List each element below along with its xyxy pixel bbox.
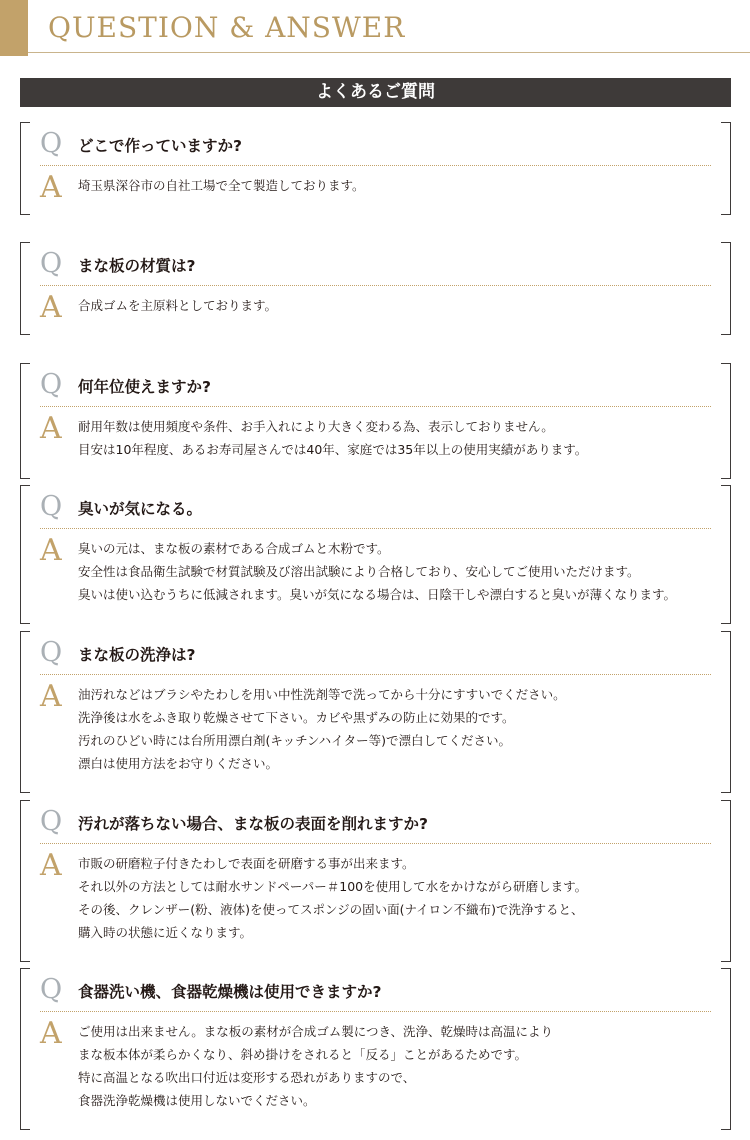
answer-line: その後、クレンザー(粉、液体)を使ってスポンジの固い面(ナイロン不織布)で洗浄すると、 xyxy=(78,902,584,917)
question-text: 何年位使えますか? xyxy=(78,378,211,396)
answer-row xyxy=(40,1016,711,1114)
q-mark: Q xyxy=(40,637,63,668)
q-mark: Q xyxy=(40,128,63,159)
q-mark: Q xyxy=(40,806,63,837)
section-title-bar: よくあるご質問 xyxy=(20,78,731,107)
a-mark: A xyxy=(40,848,62,883)
dotted-divider xyxy=(40,528,711,529)
answer-line: 汚れのひどい時には台所用漂白剤(キッチンハイター等)で漂白してください。 xyxy=(78,733,512,748)
answer-line: 市販の研磨粒子付きたわしで表面を研磨する事が出来ます。 xyxy=(78,856,415,871)
answer-line: 目安は10年程度、あるお寿司屋さんでは40年、家庭では35年以上の使用実績があります。 xyxy=(78,442,588,457)
a-mark: A xyxy=(40,679,62,714)
answer-line: 臭いの元は、まな板の素材である合成ゴムと木粉です。 xyxy=(78,541,390,556)
bracket-right xyxy=(721,122,731,215)
bracket-left xyxy=(20,485,30,624)
bracket-left xyxy=(20,800,30,962)
header-accent-block xyxy=(0,0,28,56)
answer-line: まな板本体が柔らかくなり、斜め掛けをされると「反る」ことがあるためです。 xyxy=(78,1047,528,1062)
question-text: まな板の洗浄は? xyxy=(78,646,196,664)
dotted-divider xyxy=(40,165,711,166)
a-mark: A xyxy=(40,411,62,446)
answer-line: 耐用年数は使用頻度や条件、お手入れにより大きく変わる為、表示しておりません。 xyxy=(78,419,554,434)
dotted-divider xyxy=(40,285,711,286)
q-mark: Q xyxy=(40,369,63,400)
qa-item xyxy=(20,968,731,1130)
page-header xyxy=(0,0,750,56)
a-mark: A xyxy=(40,533,62,568)
qa-item xyxy=(20,242,731,335)
answer-row xyxy=(40,679,711,777)
bracket-left xyxy=(20,122,30,215)
answer-line: 埼玉県深谷市の自社工場で全て製造しております。 xyxy=(78,178,365,193)
answer-line: 漂白は使用方法をお守りください。 xyxy=(78,756,279,771)
question-text: 食器洗い機、食器乾燥機は使用できますか? xyxy=(78,983,382,1001)
bracket-left xyxy=(20,242,30,335)
qa-item xyxy=(20,800,731,962)
answer-line: 購入時の状態に近くなります。 xyxy=(78,925,253,940)
question-text: 汚れが落ちない場合、まな板の表面を削れますか? xyxy=(78,815,428,833)
page-title: QUESTION & ANSWER xyxy=(48,11,406,44)
bracket-right xyxy=(721,800,731,962)
answer-row xyxy=(40,533,711,608)
bracket-right xyxy=(721,242,731,335)
bracket-left xyxy=(20,631,30,793)
qa-item xyxy=(20,485,731,624)
bracket-left xyxy=(20,363,30,479)
qa-item xyxy=(20,122,731,215)
answer-line: 特に高温となる吹出口付近は変形する恐れがありますので、 xyxy=(78,1070,416,1085)
bracket-right xyxy=(721,485,731,624)
answer-line: 臭いは使い込むうちに低減されます。臭いが気になる場合は、日陰干しや漂白すると臭いが薄くなります。 xyxy=(78,587,677,602)
answer-line: ご使用は出来ません。まな板の素材が合成ゴム製につき、洗浄、乾燥時は高温により xyxy=(78,1024,554,1039)
header-rule xyxy=(28,52,750,53)
answer-line: 洗浄後は水をふき取り乾燥させて下さい。カビや黒ずみの防止に効果的です。 xyxy=(78,710,515,725)
answer-row xyxy=(40,411,711,463)
answer-line: 安全性は食品衛生試験で材質試験及び溶出試験により合格しており、安心してご使用いただけます。 xyxy=(78,564,640,579)
a-mark: A xyxy=(40,1016,62,1051)
answer-row xyxy=(40,848,711,946)
answer-line: 油汚れなどはブラシやたわしを用い中性洗剤等で洗ってから十分にすすいでください。 xyxy=(78,687,566,702)
bracket-left xyxy=(20,968,30,1130)
dotted-divider xyxy=(40,843,711,844)
a-mark: A xyxy=(40,290,62,325)
answer-row xyxy=(40,290,711,325)
qa-item xyxy=(20,631,731,793)
qa-item xyxy=(20,363,731,479)
q-mark: Q xyxy=(40,248,63,279)
answer-line: 食器洗浄乾燥機は使用しないでください。 xyxy=(78,1093,316,1108)
answer-line: それ以外の方法としては耐水サンドペーパー＃100を使用して水をかけながら研磨します。 xyxy=(78,879,588,894)
question-text: まな板の材質は? xyxy=(78,257,196,275)
q-mark: Q xyxy=(40,491,63,522)
dotted-divider xyxy=(40,674,711,675)
answer-row xyxy=(40,170,711,205)
bracket-right xyxy=(721,968,731,1130)
bracket-right xyxy=(721,631,731,793)
q-mark: Q xyxy=(40,974,63,1005)
a-mark: A xyxy=(40,170,62,205)
bracket-right xyxy=(721,363,731,479)
dotted-divider xyxy=(40,1011,711,1012)
question-text: 臭いが気になる。 xyxy=(78,500,203,518)
answer-line: 合成ゴムを主原料としております。 xyxy=(78,298,278,313)
dotted-divider xyxy=(40,406,711,407)
question-text: どこで作っていますか? xyxy=(78,137,242,155)
